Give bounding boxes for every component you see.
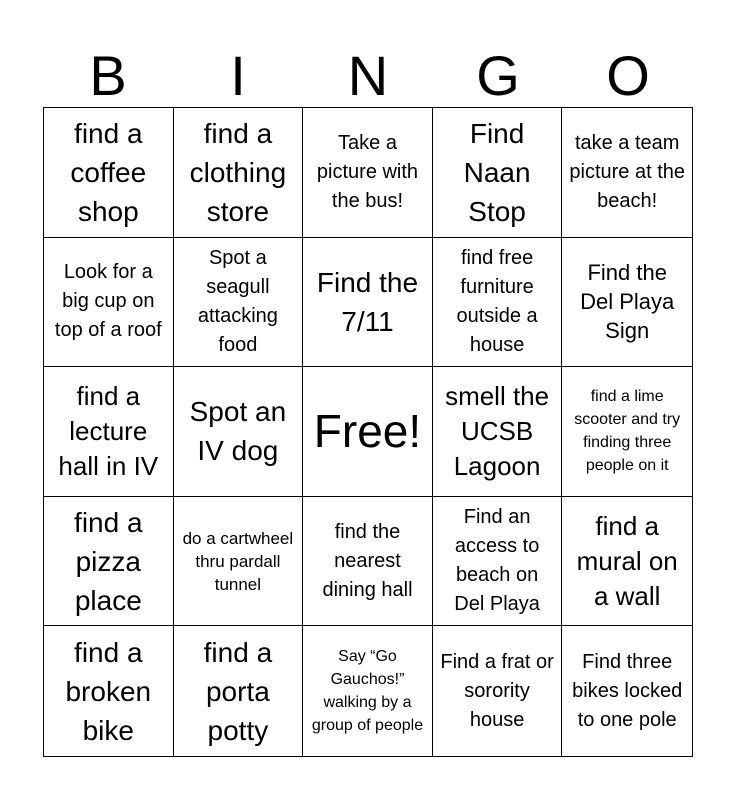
cell-text: find a coffee shop — [70, 117, 147, 227]
cell-text: find a broken bike — [65, 636, 152, 746]
bingo-cell[interactable] — [562, 626, 692, 756]
bingo-cell[interactable] — [174, 367, 304, 497]
cell-text: Find three bikes locked to one pole — [572, 650, 683, 731]
bingo-cell[interactable] — [174, 626, 304, 756]
cell-text: Find an access to beach on Del Playa — [454, 506, 540, 616]
bingo-cell[interactable] — [44, 626, 174, 756]
bingo-cell[interactable] — [174, 108, 304, 238]
bingo-cell[interactable] — [303, 238, 433, 368]
bingo-cell[interactable] — [303, 626, 433, 756]
bingo-cell[interactable] — [174, 497, 304, 627]
cell-text: Say “Go Gauchos!” walking by a group of people — [311, 648, 424, 735]
cell-text: Take a picture with the bus! — [316, 131, 419, 212]
bingo-cell[interactable] — [44, 497, 174, 627]
bingo-cell[interactable] — [44, 367, 174, 497]
cell-text: Look for a big cup on top of a roof — [54, 261, 162, 342]
bingo-cell[interactable] — [174, 238, 304, 368]
cell-text: Find Naan Stop — [463, 117, 531, 227]
bingo-board — [43, 107, 693, 757]
header-letter-b: B — [89, 44, 127, 107]
bingo-cell[interactable] — [433, 238, 563, 368]
bingo-cell[interactable] — [303, 108, 433, 238]
cell-text: Find the 7/11 — [316, 266, 419, 337]
bingo-header — [43, 40, 693, 108]
cell-text: Free! — [313, 405, 422, 458]
cell-text: smell the UCSB Lagoon — [445, 380, 550, 481]
cell-text: find a clothing store — [189, 117, 287, 227]
cell-text: Find a frat or sorority house — [440, 650, 554, 731]
cell-text: take a team picture at the beach! — [569, 131, 685, 212]
bingo-cell[interactable] — [562, 367, 692, 497]
cell-text: find the nearest dining hall — [322, 520, 413, 601]
header-letter-n: N — [347, 44, 389, 107]
cell-text: find a pizza place — [74, 506, 143, 616]
bingo-cell[interactable] — [562, 238, 692, 368]
cell-text: find free furniture outside a house — [456, 246, 538, 356]
cell-text: find a lecture hall in IV — [58, 380, 159, 481]
cell-text: find a porta potty — [203, 636, 273, 746]
cell-text: do a cartwheel thru pardall tunnel — [182, 528, 294, 594]
header-letter-g: G — [476, 44, 520, 107]
cell-text: find a mural on a wall — [576, 510, 678, 611]
free-space-cell[interactable] — [303, 367, 433, 497]
cell-text: Spot an IV dog — [189, 396, 287, 467]
header-letter-o: O — [606, 44, 650, 107]
bingo-cell[interactable] — [44, 108, 174, 238]
bingo-cell[interactable] — [433, 367, 563, 497]
bingo-cell[interactable] — [562, 108, 692, 238]
cell-text: Spot a seagull attacking food — [197, 246, 278, 356]
bingo-cell[interactable] — [433, 626, 563, 756]
bingo-cell[interactable] — [44, 238, 174, 368]
bingo-cell[interactable] — [433, 108, 563, 238]
cell-text: find a lime scooter and try finding three people on it — [574, 388, 681, 475]
bingo-cell[interactable] — [433, 497, 563, 627]
bingo-cell[interactable] — [562, 497, 692, 627]
header-letter-i: I — [230, 44, 246, 107]
bingo-cell[interactable] — [303, 497, 433, 627]
cell-text: Find the Del Playa Sign — [580, 260, 675, 344]
